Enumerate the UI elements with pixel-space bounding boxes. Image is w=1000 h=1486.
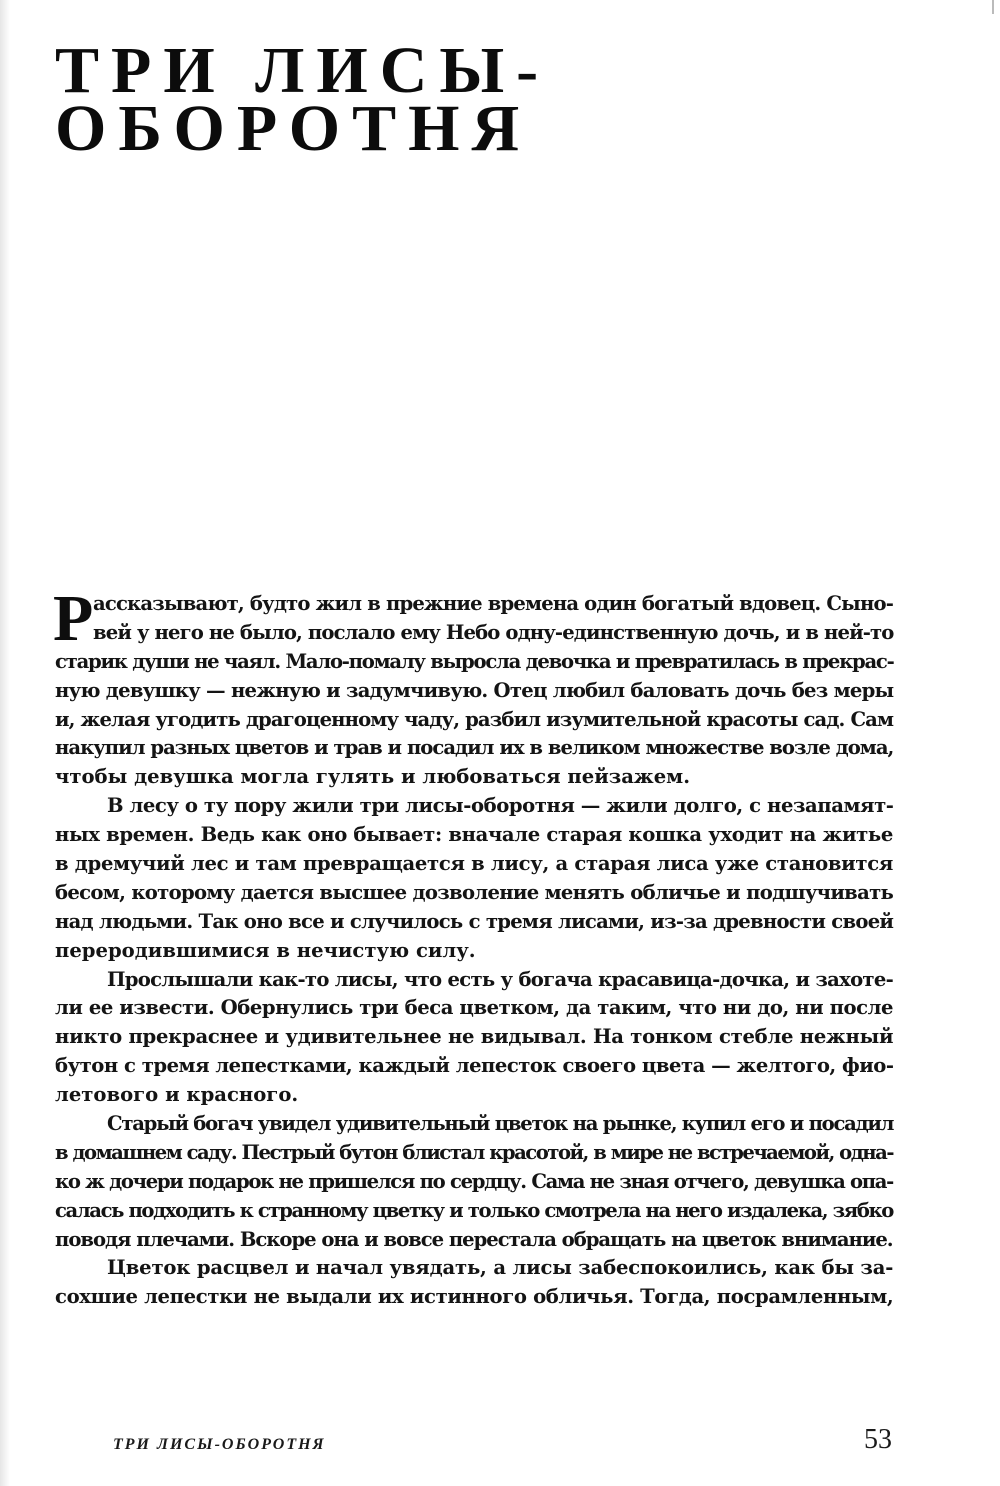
text-line: ко ж дочери подарок не пришелся по сердцу. Сама не зная отчего, девушка опа- (55, 1169, 894, 1193)
text-line: Прослышали как-то лисы, что есть у богача красавица-дочка, и захоте- (107, 967, 893, 991)
running-footer-title: ТРИ ЛИСЫ-ОБОРОТНЯ (113, 1436, 326, 1453)
text-line: чтобы девушка могла гулять и любоваться пейзажем. (55, 765, 691, 789)
text-line: переродившимися в нечистую силу. (55, 938, 476, 962)
page-left-edge-shadow (0, 0, 10, 1486)
text-line: бутон с тремя лепестками, каждый лепесток своего цвета — желтого, фио- (55, 1054, 894, 1078)
paragraph-4 (55, 1110, 893, 1254)
paragraph-1 (53, 582, 894, 792)
text-line: салась подходить к странному цветку и только смотрела на него издалека, зябко (55, 1198, 893, 1222)
text-line: поводя плечами. Вскоре она и вовсе перестала обращать на цветок внимание. (55, 1227, 893, 1251)
chapter-title-line-2: ОБОРОТНЯ (55, 92, 532, 165)
text-line: Цветок расцвел и начал увядать, а лисы забеспокоились, как бы за- (107, 1256, 894, 1280)
paragraph-3 (55, 966, 893, 1110)
text-line: в дремучий лес и там превращается в лису, а старая лиса уже становится (55, 852, 893, 876)
text-line: и, желая угодить драгоценному чаду, разбил изумительной красоты сад. Сам (55, 707, 894, 731)
text-line: Старый богач увидел удивительный цветок на рынке, купил его и посадил (107, 1112, 894, 1136)
text-line: ную девушку — нежную и задумчивую. Отец любил баловать дочь без меры (55, 678, 894, 702)
page-corner-mark (992, 0, 994, 14)
paragraph-2 (55, 792, 893, 965)
text-line: ных времен. Ведь как оно бывает: вначале старая кошка уходит на житье (55, 823, 893, 847)
text-line: летового и красного. (55, 1083, 299, 1107)
paragraph-5 (55, 1254, 893, 1312)
text-line: сохшие лепестки не выдали их истинного обличья. Тогда, посрамленным, (55, 1285, 894, 1309)
text-line: вей у него не было, послало ему Небо одну-единственную дочь, и в ней-то (93, 620, 894, 644)
text-line: В лесу о ту пору жили три лисы-оборотня — жили долго, с незапамят- (107, 794, 894, 818)
text-line: старик души не чаял. Мало-помалу выросла девочка и превратилась в прекрас- (55, 649, 894, 673)
page-number: 53 (864, 1424, 892, 1455)
text-line: накупил разных цветов и трав и посадил их в великом множестве возле дома, (55, 736, 894, 760)
text-line: бесом, которому дается высшее дозволение менять обличье и подшучивать (55, 880, 894, 904)
body-text (53, 582, 894, 1312)
text-line: в домашнем саду. Пестрый бутон блистал красотой, в мире не встречаемой, одна- (55, 1140, 893, 1164)
chapter-title (55, 34, 551, 165)
text-line: ли ее извести. Обернулись три беса цветком, да таким, что ни до, ни после (55, 996, 893, 1020)
text-line: над людьми. Так оно все и случилось с тремя лисами, из-за древности своей (55, 909, 894, 933)
chapter-title-line-1: ТРИ ЛИСЫ- (55, 34, 551, 107)
text-line: ассказывают, будто жил в прежние времена один богатый вдовец. Сыно- (93, 592, 893, 615)
drop-cap: Р (53, 582, 94, 655)
text-line: никто прекраснее и удивительнее не видывал. На тонком стебле нежный (55, 1025, 894, 1049)
